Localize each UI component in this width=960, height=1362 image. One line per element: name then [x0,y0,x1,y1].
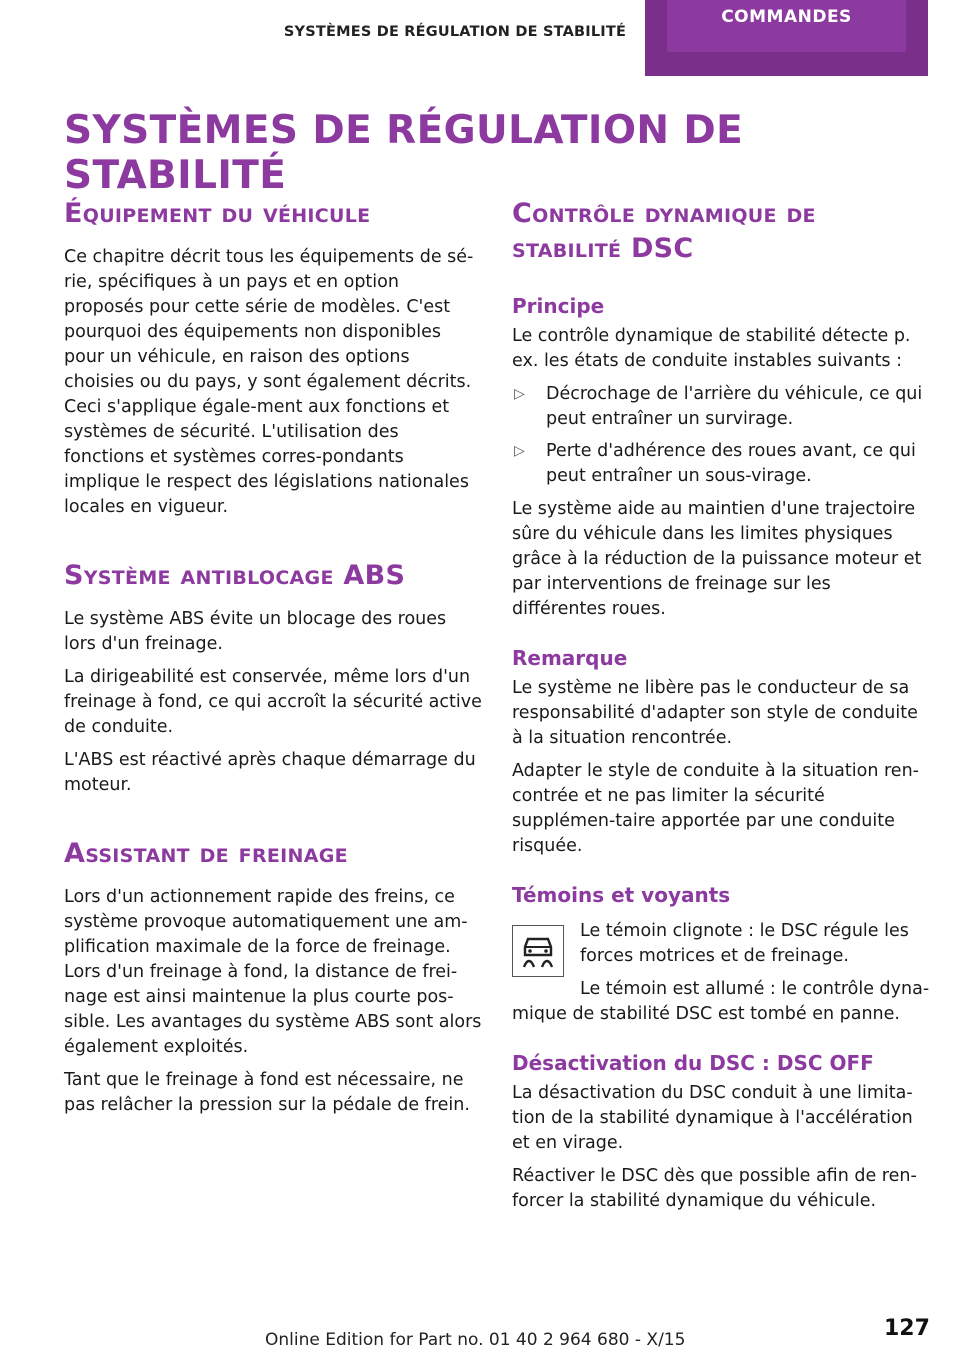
page-number: 127 [884,1316,930,1341]
deactivation-heading: Désactivation du DSC : DSC OFF [512,1051,874,1075]
abs-heading: Système antiblocage ABS [64,560,406,591]
abs-paragraph-3: L'ABS est réactivé après chaque démarrage du moteur. [64,750,476,795]
remark-section [512,644,930,859]
principle-section [512,292,930,622]
indicators-heading: Témoins et voyants [512,883,731,907]
abs-paragraph-2: La dirigeabilité est conservée, même lors d'un freinage à fond, ce qui accroît la sécurité active de conduite. [64,667,482,737]
indicators-paragraph-1: Le témoin clignote : le DSC régule les forces motrices et de freinage. [580,921,909,966]
deactivation-paragraph-1: La désactivation du DSC conduit à une limita‐tion de la stabilité dynamique à l'accélération et en virage. [512,1083,913,1153]
triangle-bullet-icon: ▷ [514,443,525,459]
remark-paragraph-1: Le système ne libère pas le conducteur de sa responsabilité d'adapter son style de conduite à la situation rencontrée. [512,678,918,748]
brake-assist-paragraph-2: Tant que le freinage à fond est nécessaire, ne pas relâcher la pression sur la pédale de frein. [64,1070,470,1115]
principle-intro: Le contrôle dynamique de stabilité détecte p. ex. les états de conduite instables suivants : [512,326,911,371]
abs-section [64,558,482,798]
list-item [512,382,930,432]
equipment-paragraph: Ce chapitre décrit tous les équipements de sé‐rie, spécifiques à un pays et en option proposés pour cette série de modèles. C'est pourquoi des équipements non disponibles pour un véhicule, en raison des options choisies ou du pays, y sont également décrits. Ceci s'applique égale‐ment aux fonctions et systèmes de sécurité. L'utilisation des fonctions et systèmes corres‐pondants implique le respect des législations nationales locales en vigueur. [64,247,474,517]
remark-heading: Remarque [512,646,628,670]
remark-paragraph-2: Adapter le style de conduite à la situation ren‐contrée et ne pas limiter la sécurité supplémen‐taire apportée par une conduite risquée. [512,761,919,856]
page-title: SYSTÈMES DE RÉGULATION DE STABILITÉ [64,108,744,198]
footer-edition: Online Edition for Part no. 01 40 2 964 680 - X/15 [265,1330,686,1350]
list-item [512,439,930,489]
running-header: SYSTÈMES DE RÉGULATION DE STABILITÉ [283,24,627,40]
list-item-text: Perte d'adhérence des roues avant, ce qui peut entraîner un sous-virage. [546,441,916,486]
principle-heading: Principe [512,294,605,318]
brake-assist-heading: Assistant de freinage [64,838,348,869]
deactivation-paragraph-2: Réactiver le DSC dès que possible afin de ren‐forcer la stabilité dynamique du véhicule. [512,1166,917,1211]
chapter-tab [645,0,928,76]
chapter-tab-label: COMMANDES [667,0,906,52]
brake-assist-paragraph-1: Lors d'un actionnement rapide des freins, ce système provoque automatiquement une am‐plification maximale de la force de freinage. Lors d'un freinage à fond, la distance de frei‐nage est ainsi maintenue la plus courte pos‐sible. Les avantages du système ABS sont alors également exploités. [64,887,482,1057]
dsc-heading: Contrôle dynamique de stabilité DSC [512,198,816,264]
equipment-heading: Équipement du véhicule [64,198,371,229]
brake-assist-section [64,836,482,1118]
equipment-section [64,196,482,520]
dsc-skid-icon [512,925,564,977]
indicators-section [512,881,930,1027]
left-column [64,196,482,1156]
right-column [512,196,930,1236]
principle-outro: Le système aide au maintien d'une trajectoire sûre du véhicule dans les limites physiques grâce à la réduction de la puissance moteur et par interventions de freinage sur les différentes roues. [512,499,922,619]
principle-list [512,382,930,489]
abs-paragraph-1: Le système ABS évite un blocage des roues lors d'un freinage. [64,609,447,654]
deactivation-section [512,1049,930,1214]
triangle-bullet-icon: ▷ [514,386,525,402]
indicators-paragraph-2: Le témoin est allumé : le contrôle dyna‐mique de stabilité DSC est tombé en panne. [512,979,930,1024]
list-item-text: Décrochage de l'arrière du véhicule, ce qui peut entraîner un survirage. [546,384,923,429]
